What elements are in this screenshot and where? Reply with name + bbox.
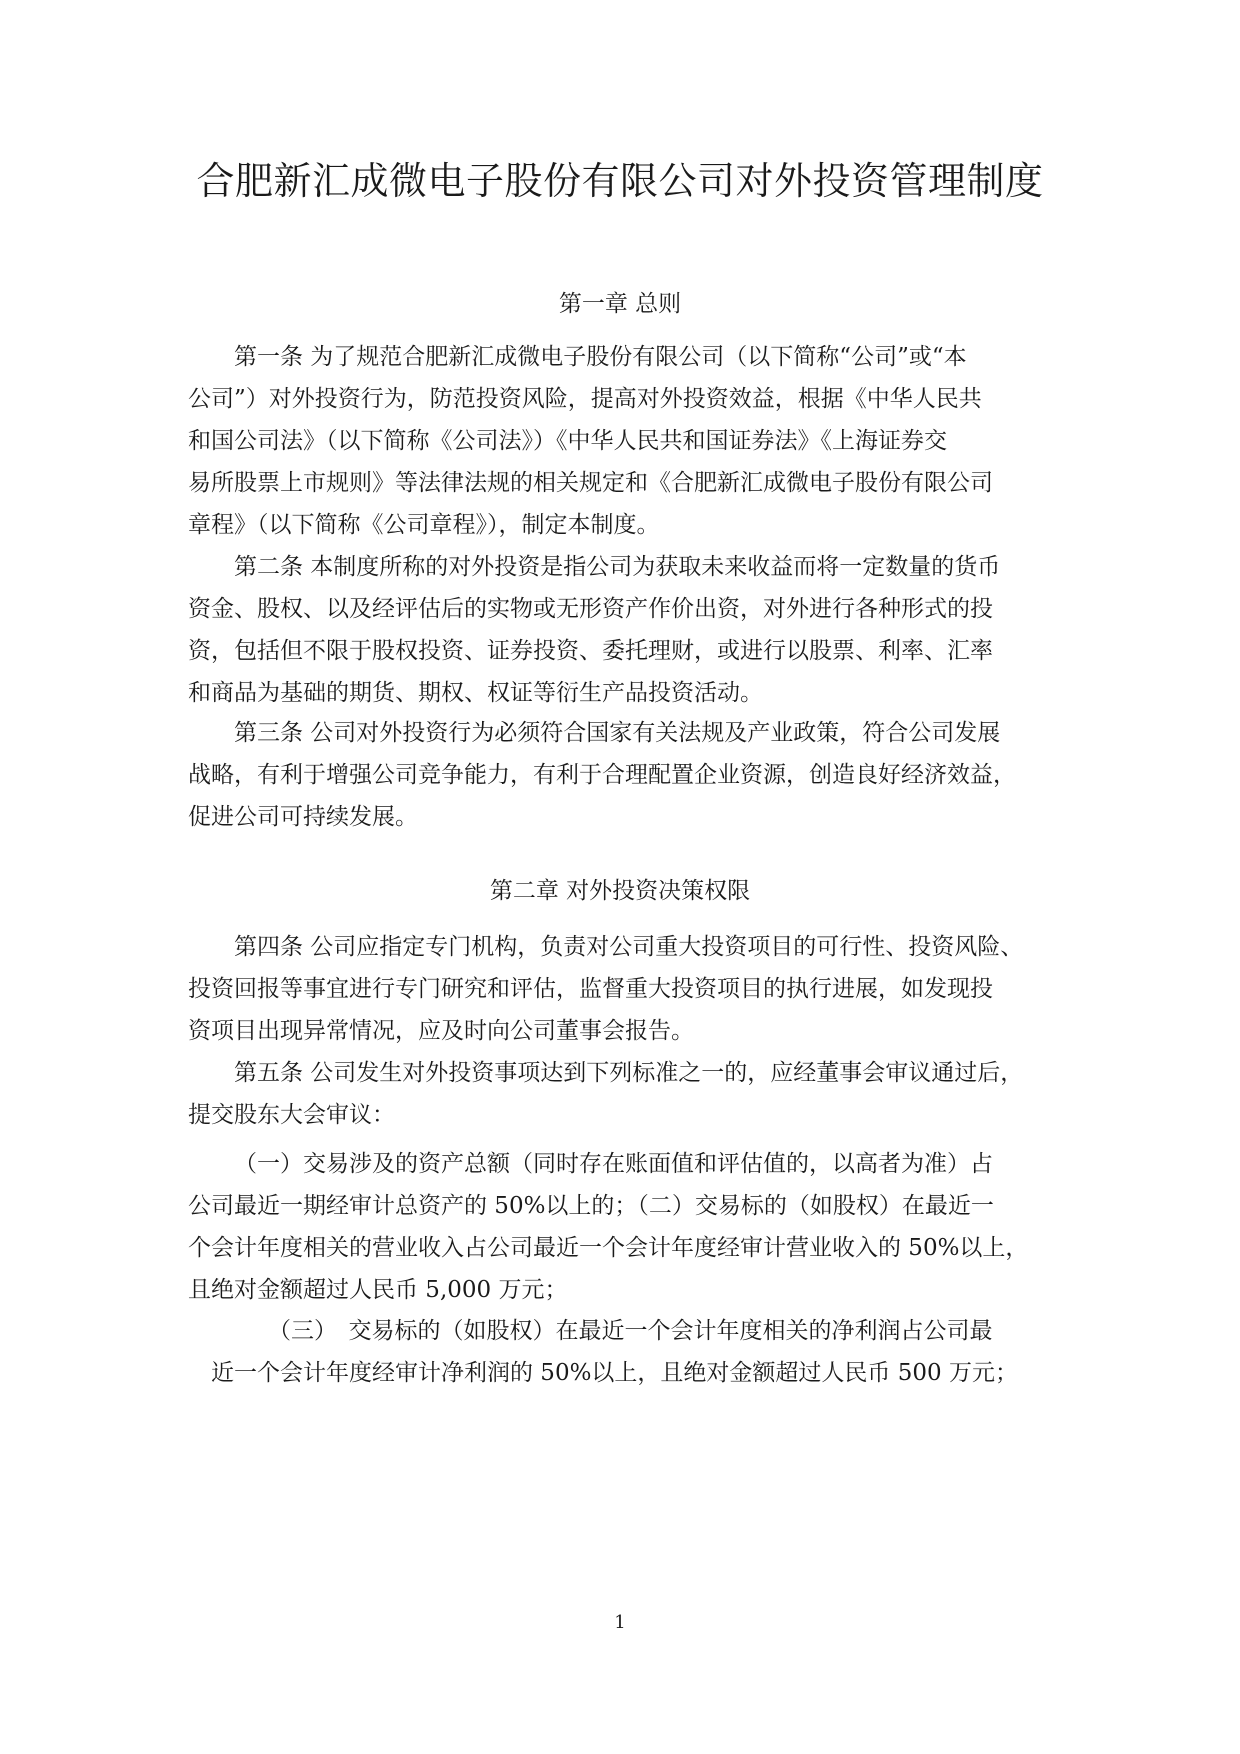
article-line: 战略，有利于增强公司竞争能力，有利于合理配置企业资源，创造良好经济效益， <box>188 762 1016 788</box>
article-line: 和国公司法》（以下简称《公司法》）《中华人民共和国证券法》《上海证券交 <box>188 428 947 454</box>
article-line: 第四条 公司应指定专门机构，负责对公司重大投资项目的可行性、投资风险、 <box>234 934 1024 960</box>
chapter-heading-investment-authority: 第二章 对外投资决策权限 <box>489 878 751 904</box>
article-line: 第五条 公司发生对外投资事项达到下列标准之一的，应经董事会审议通过后， <box>234 1060 1024 1086</box>
page-number: 1 <box>614 1612 626 1633</box>
article-4 <box>188 926 1068 1052</box>
document-title: 合肥新汇成微电子股份有限公司对外投资管理制度 <box>196 159 1044 203</box>
article-line: 第二条 本制度所称的对外投资是指公司为获取未来收益而将一定数量的货币 <box>234 554 1001 580</box>
article-line: 促进公司可持续发展。 <box>188 804 418 830</box>
article-line: （三） 交易标的（如股权）在最近一个会计年度相关的净利润占公司最 <box>268 1318 993 1344</box>
article-5 <box>188 1052 1068 1136</box>
article-line: 资项目出现异常情况，应及时向公司董事会报告。 <box>188 1018 694 1044</box>
article-line: 公司”）对外投资行为，防范投资风险，提高对外投资效益，根据《中华人民共 <box>188 386 982 412</box>
article-line: 易所股票上市规则》等法律法规的相关规定和《合肥新汇成微电子股份有限公司 <box>188 470 993 496</box>
article-line: 个会计年度相关的营业收入占公司最近一个会计年度经审计营业收入的 50%以上， <box>188 1235 1029 1261</box>
article-line: （一）交易涉及的资产总额（同时存在账面值和评估值的，以高者为准）占 <box>234 1151 993 1177</box>
article-line: 投资回报等事宜进行专门研究和评估，监督重大投资项目的执行进展，如发现投 <box>188 976 993 1002</box>
article-5-item-1-2 <box>188 1143 1068 1311</box>
article-line: 近一个会计年度经审计净利润的 50%以上，且绝对金额超过人民币 500 万元； <box>211 1360 1018 1386</box>
article-3 <box>188 712 1068 838</box>
article-line: 第一条 为了规范合肥新汇成微电子股份有限公司（以下简称“公司”或“本 <box>234 344 967 370</box>
article-line: 且绝对金额超过人民币 5,000 万元； <box>188 1277 568 1303</box>
article-line: 资金、股权、以及经评估后的实物或无形资产作价出资，对外进行各种形式的投 <box>188 596 993 622</box>
article-line: 和商品为基础的期货、期权、权证等衍生产品投资活动。 <box>188 680 763 706</box>
article-line: 章程》（以下简称《公司章程》），制定本制度。 <box>188 512 660 538</box>
article-line: 提交股东大会审议： <box>188 1102 395 1128</box>
article-line: 公司最近一期经审计总资产的 50%以上的；（二）交易标的（如股权）在最近一 <box>188 1193 994 1219</box>
chapter-heading-general: 第一章 总则 <box>558 291 682 317</box>
article-5-item-3 <box>188 1310 1068 1394</box>
article-line: 资，包括但不限于股权投资、证券投资、委托理财，或进行以股票、利率、汇率 <box>188 638 993 664</box>
article-line: 第三条 公司对外投资行为必须符合国家有关法规及产业政策，符合公司发展 <box>234 720 1001 746</box>
article-2 <box>188 546 1068 714</box>
article-1 <box>188 336 1068 546</box>
